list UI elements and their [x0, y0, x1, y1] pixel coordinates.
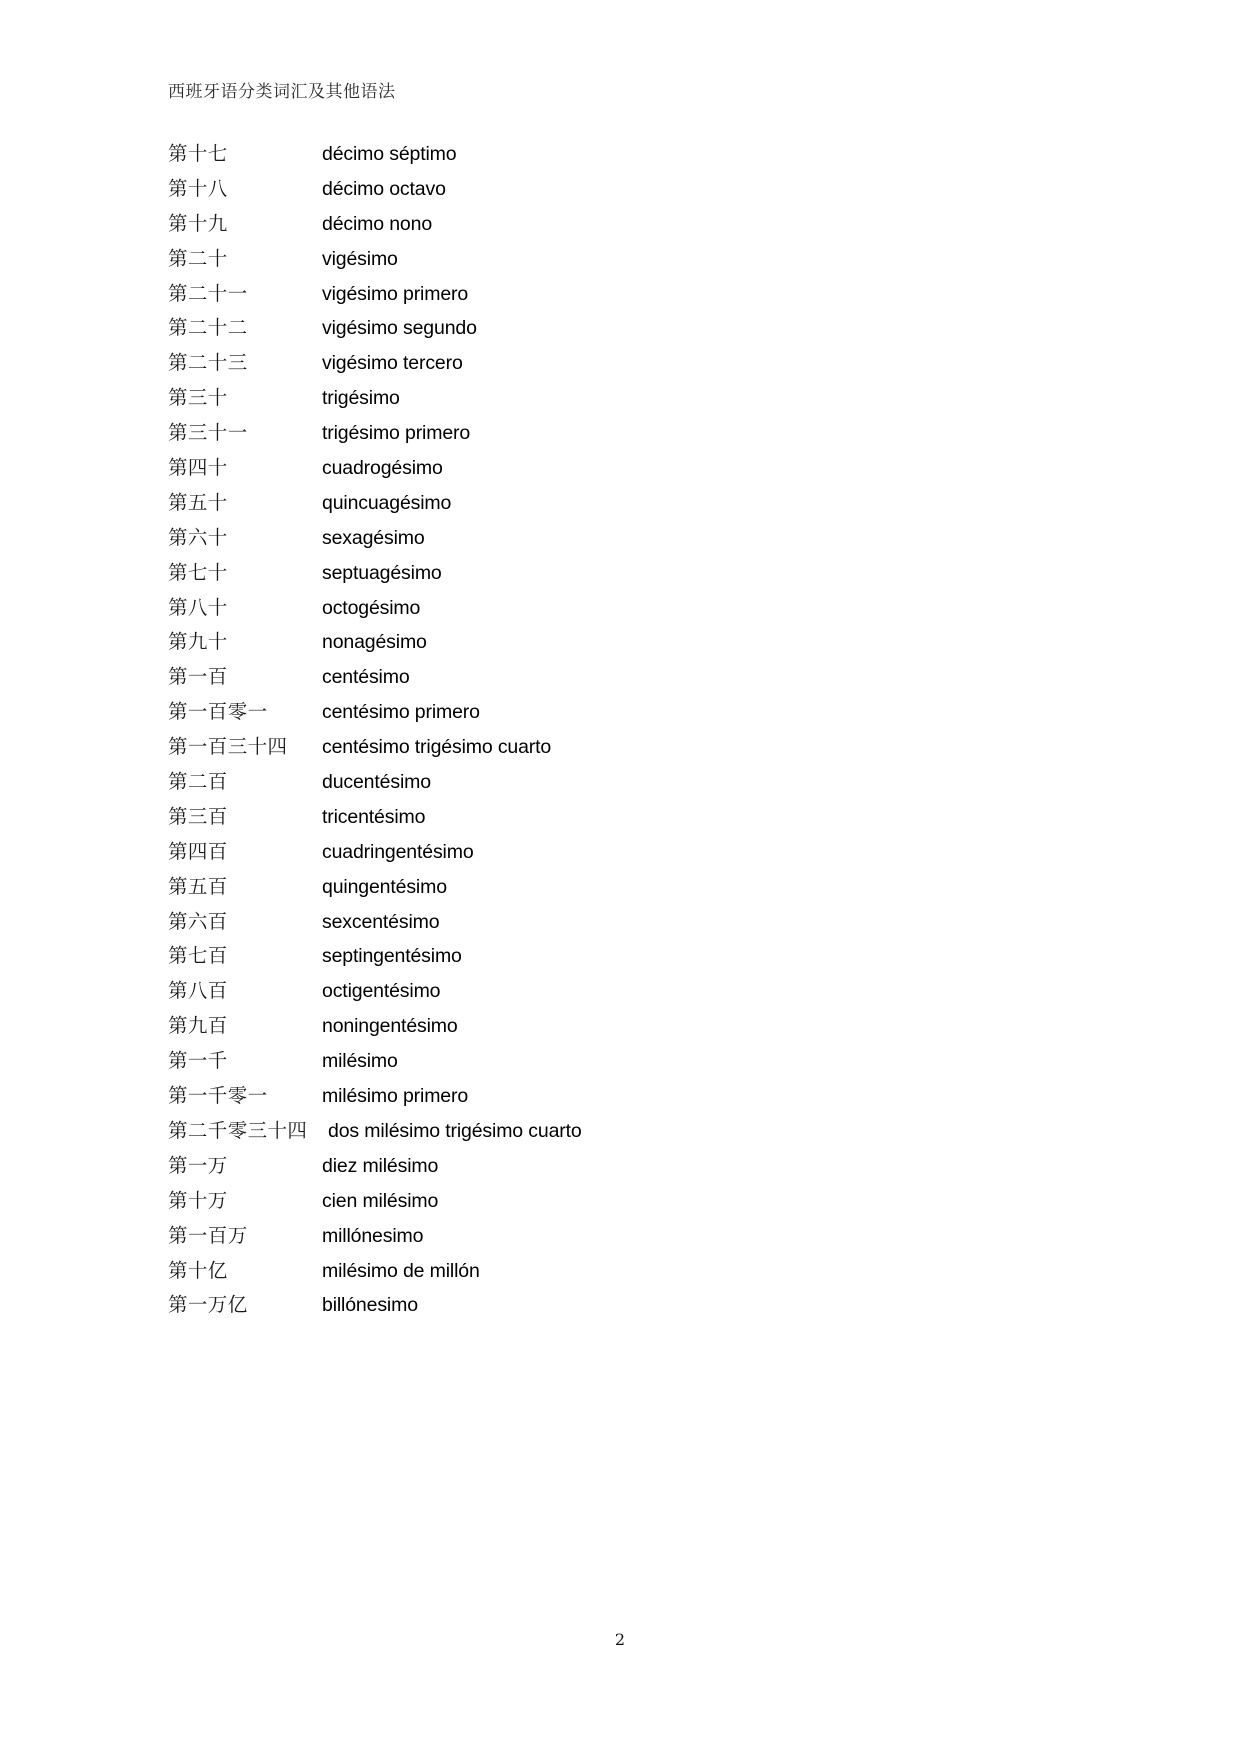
chinese-ordinal-term: 第二十三 [168, 351, 248, 375]
ordinal-entry-row [168, 1292, 1068, 1327]
spanish-ordinal-term: billónesimo [322, 1294, 418, 1317]
chinese-ordinal-term: 第六十 [168, 525, 228, 549]
ordinal-entry-row [168, 385, 1068, 420]
ordinal-entry-row [168, 629, 1068, 664]
chinese-ordinal-term: 第一百三十四 [168, 735, 288, 759]
chinese-ordinal-term: 第一千 [168, 1049, 228, 1073]
spanish-ordinal-term: vigésimo segundo [322, 317, 477, 340]
ordinal-entry-row [168, 350, 1068, 385]
chinese-ordinal-term: 第二十二 [168, 316, 248, 340]
page-number-footer: 2 [614, 1630, 626, 1649]
ordinal-entry-row [168, 455, 1068, 490]
ordinal-entry-row [168, 978, 1068, 1013]
spanish-ordinal-term: centésimo primero [322, 701, 480, 724]
ordinal-entry-row [168, 281, 1068, 316]
spanish-ordinal-term: trigésimo primero [322, 422, 471, 445]
chinese-ordinal-term: 第十七 [168, 142, 228, 165]
chinese-ordinal-term: 第一万 [168, 1153, 228, 1177]
chinese-ordinal-term: 第一百 [168, 665, 228, 689]
spanish-ordinal-term: millónesimo [322, 1224, 424, 1247]
chinese-ordinal-term: 第一百万 [168, 1223, 248, 1247]
spanish-ordinal-term: milésimo de millón [322, 1259, 480, 1282]
chinese-ordinal-term: 第五十 [168, 490, 228, 514]
spanish-ordinal-term: septingentésimo [322, 945, 462, 968]
ordinal-entry-row [168, 804, 1068, 839]
ordinal-entry-row [168, 1083, 1068, 1118]
chinese-ordinal-term: 第二千零三十四 [168, 1118, 308, 1142]
spanish-ordinal-term: cuadringentésimo [322, 840, 474, 863]
spanish-ordinal-term: quingentésimo [322, 875, 447, 898]
ordinal-entry-row [168, 839, 1068, 874]
ordinal-entry-row [168, 1048, 1068, 1083]
spanish-ordinal-term: milésimo [322, 1050, 398, 1073]
chinese-ordinal-term: 第七百 [168, 944, 228, 968]
spanish-ordinal-term: décimo séptimo [322, 143, 457, 165]
spanish-ordinal-term: centésimo [322, 666, 410, 689]
chinese-ordinal-term: 第三十 [168, 386, 228, 410]
chinese-ordinal-term: 第一百零一 [168, 700, 268, 724]
spanish-ordinal-term: octogésimo [322, 596, 421, 619]
spanish-ordinal-term: nonagésimo [322, 631, 427, 654]
spanish-ordinal-term: septuagésimo [322, 561, 442, 584]
spanish-ordinal-term: vigésimo [322, 247, 398, 270]
spanish-ordinal-term: milésimo primero [322, 1085, 469, 1108]
chinese-ordinal-term: 第十万 [168, 1188, 228, 1212]
spanish-ordinal-term: vigésimo tercero [322, 352, 463, 375]
ordinal-entry-row [168, 769, 1068, 804]
ordinal-entry-row [168, 664, 1068, 699]
chinese-ordinal-term: 第九百 [168, 1014, 228, 1038]
spanish-ordinal-term: ducentésimo [322, 771, 431, 794]
ordinal-entry-row [168, 490, 1068, 525]
chinese-ordinal-term: 第八百 [168, 979, 228, 1003]
chinese-ordinal-term: 第二十一 [168, 281, 248, 305]
spanish-ordinal-term: décimo nono [322, 212, 433, 235]
ordinal-entry-row [168, 1118, 1068, 1153]
ordinal-entry-row [168, 560, 1068, 595]
ordinal-entry-row [168, 211, 1068, 246]
chinese-ordinal-term: 第七十 [168, 560, 228, 584]
chinese-ordinal-term: 第九十 [168, 630, 228, 654]
spanish-ordinal-term: octigentésimo [322, 980, 441, 1003]
spanish-ordinal-term: dos milésimo trigésimo cuarto [328, 1119, 582, 1142]
chinese-ordinal-term: 第一千零一 [168, 1084, 268, 1108]
spanish-ordinal-term: décimo octavo [322, 177, 446, 200]
chinese-ordinal-term: 第二十 [168, 246, 228, 270]
chinese-ordinal-term: 第十亿 [168, 1258, 228, 1282]
ordinal-entry-row [168, 315, 1068, 350]
ordinal-entry-row [168, 525, 1068, 560]
chinese-ordinal-term: 第十八 [168, 176, 228, 200]
ordinal-entry-row [168, 176, 1068, 211]
ordinal-entry-row [168, 246, 1068, 281]
spanish-ordinal-term: vigésimo primero [322, 282, 469, 305]
chinese-ordinal-term: 第三十一 [168, 421, 248, 445]
chinese-ordinal-term: 第十九 [168, 211, 228, 235]
ordinal-entry-row [168, 943, 1068, 978]
spanish-ordinal-term: sexagésimo [322, 526, 425, 549]
chinese-ordinal-term: 第八十 [168, 595, 228, 619]
ordinal-entry-row [168, 1188, 1068, 1223]
spanish-ordinal-term: noningentésimo [322, 1015, 458, 1038]
ordinal-numbers-list [168, 141, 1068, 1327]
ordinal-entry-row [168, 1153, 1068, 1188]
chinese-ordinal-term: 第五百 [168, 874, 228, 898]
spanish-ordinal-term: cien milésimo [322, 1189, 439, 1212]
ordinal-entry-row [168, 874, 1068, 909]
ordinal-entry-row [168, 734, 1068, 769]
chinese-ordinal-term: 第四十 [168, 456, 228, 480]
chinese-ordinal-term: 第六百 [168, 909, 228, 933]
ordinal-entry-row [168, 1258, 1068, 1293]
spanish-ordinal-term: trigésimo [322, 387, 400, 410]
ordinal-entry-row [168, 909, 1068, 944]
chinese-ordinal-term: 第二百 [168, 770, 228, 794]
document-header-title: 西班牙语分类词汇及其他语法 [168, 82, 396, 102]
spanish-ordinal-term: diez milésimo [322, 1154, 439, 1177]
spanish-ordinal-term: cuadrogésimo [322, 457, 443, 480]
ordinal-entry-row [168, 1013, 1068, 1048]
chinese-ordinal-term: 第三百 [168, 804, 228, 828]
ordinal-entry-row [168, 141, 1068, 176]
ordinal-entry-row [168, 1223, 1068, 1258]
ordinal-entry-row [168, 595, 1068, 630]
ordinal-entry-row [168, 420, 1068, 455]
ordinal-entry-row [168, 699, 1068, 734]
spanish-ordinal-term: quincuagésimo [322, 491, 452, 514]
spanish-ordinal-term: centésimo trigésimo cuarto [322, 736, 552, 759]
spanish-ordinal-term: sexcentésimo [322, 910, 440, 933]
spanish-ordinal-term: tricentésimo [322, 805, 426, 828]
chinese-ordinal-term: 第一万亿 [168, 1293, 248, 1317]
chinese-ordinal-term: 第四百 [168, 839, 228, 863]
